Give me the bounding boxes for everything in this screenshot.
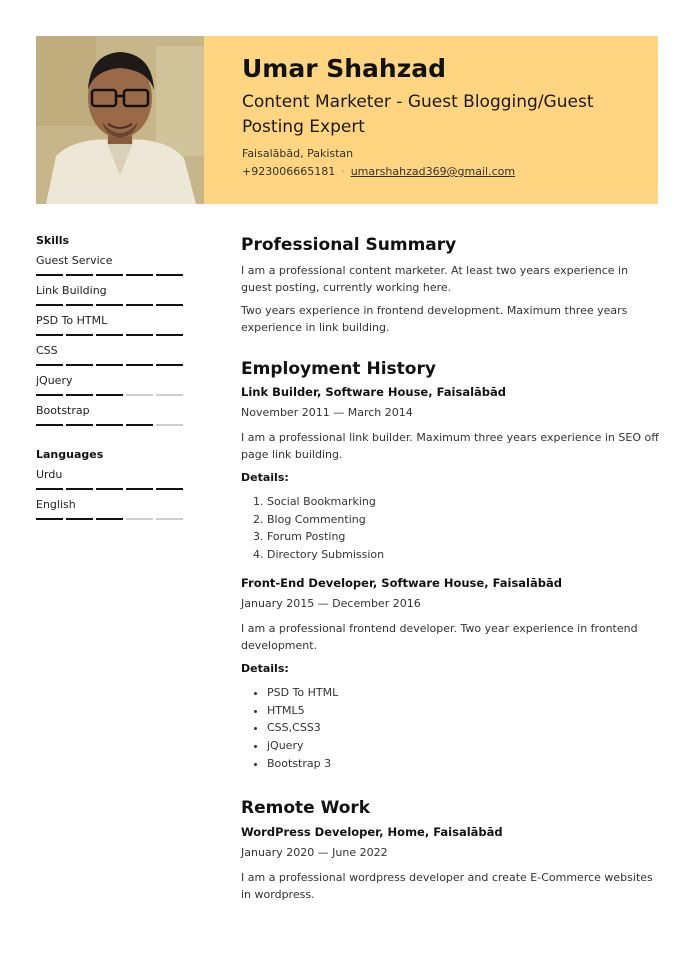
level-segment (156, 518, 183, 520)
details-label: Details: (241, 471, 289, 484)
list-item: • PSD To HTML (267, 684, 661, 702)
language-level-bar (36, 518, 186, 520)
level-segment (156, 304, 183, 306)
skill-level-bar (36, 304, 186, 306)
list-item: 1. Social Bookmarking (267, 493, 661, 511)
list-item: • HTML5 (267, 702, 661, 720)
list-item: 3. Forum Posting (267, 528, 661, 546)
profile-photo (36, 36, 204, 204)
list-item: • CSS,CSS3 (267, 719, 661, 737)
level-segment (66, 518, 93, 520)
job-dates: January 2015 — December 2016 (241, 596, 421, 610)
skill-label: Bootstrap (36, 404, 90, 417)
profile-photo-image (36, 36, 204, 204)
summary-title: Professional Summary (241, 235, 457, 255)
level-segment (96, 334, 123, 336)
language-level-bar (36, 488, 186, 490)
level-segment (156, 364, 183, 366)
level-segment (66, 424, 93, 426)
job-entry (241, 384, 661, 564)
resume-header (36, 36, 658, 204)
details-list (241, 684, 661, 773)
skill-label: PSD To HTML (36, 314, 108, 327)
skills-list (36, 254, 186, 426)
level-segment (156, 394, 183, 396)
job-title: Link Builder, Software House, Faisalābād (241, 385, 507, 399)
level-segment (96, 274, 123, 276)
level-segment (126, 518, 153, 520)
level-segment (66, 304, 93, 306)
skill-label: Guest Service (36, 254, 113, 267)
details-label: Details: (241, 661, 289, 675)
details-list (241, 493, 661, 564)
employment-title: Employment History (241, 359, 436, 379)
job-description: I am a professional frontend developer. Two year experience in frontend development. (241, 621, 638, 652)
skills-title: Skills (36, 234, 70, 247)
level-segment (156, 274, 183, 276)
level-segment (66, 394, 93, 396)
skill-label: jQuery (36, 374, 73, 387)
list-item: • Bootstrap 3 (267, 755, 661, 773)
level-segment (66, 364, 93, 366)
skill-label: CSS (36, 344, 58, 357)
level-segment (36, 488, 63, 490)
job-description: I am a professional wordpress developer and create E-Commerce websites in wordpress. (241, 871, 653, 902)
level-segment (126, 394, 153, 396)
level-segment (126, 364, 153, 366)
candidate-location: Faisalābād, Pakistan (242, 147, 354, 160)
languages-list (36, 468, 186, 520)
job-title: WordPress Developer, Home, Faisalābād (241, 825, 503, 840)
level-segment (96, 304, 123, 306)
level-segment (36, 394, 63, 396)
job-dates: November 2011 — March 2014 (241, 406, 413, 419)
job-dates: January 2020 — June 2022 (241, 846, 388, 860)
phone-number[interactable]: +923006665181 (242, 165, 336, 178)
candidate-name: Umar Shahzad (242, 54, 447, 83)
level-segment (96, 518, 123, 520)
list-item: 2. Blog Commenting (267, 511, 661, 529)
level-segment (66, 274, 93, 276)
skill-label: Link Building (36, 284, 107, 297)
level-segment (36, 334, 63, 336)
level-segment (36, 274, 63, 276)
level-segment (126, 424, 153, 426)
sidebar (36, 234, 186, 528)
skill-level-bar (36, 394, 186, 396)
level-segment (126, 274, 153, 276)
skill-level-bar (36, 274, 186, 276)
job-entry (241, 824, 661, 903)
job-entry (241, 575, 661, 773)
level-segment (156, 424, 183, 426)
language-label: English (36, 498, 76, 511)
level-segment (96, 424, 123, 426)
level-segment (156, 334, 183, 336)
level-segment (126, 334, 153, 336)
main-content (241, 234, 661, 903)
level-segment (126, 304, 153, 306)
level-segment (36, 518, 63, 520)
skill-level-bar (36, 364, 186, 366)
skill-level-bar (36, 424, 186, 426)
skill-level-bar (36, 334, 186, 336)
level-segment (126, 488, 153, 490)
level-segment (36, 424, 63, 426)
email-link[interactable]: umarshahzad369@gmail.com (350, 165, 516, 178)
level-segment (36, 364, 63, 366)
languages-title: Languages (36, 448, 104, 461)
list-item: 4. Directory Submission (267, 546, 661, 564)
contact-line (242, 164, 642, 180)
level-segment (66, 488, 93, 490)
level-segment (156, 488, 183, 490)
remote-work-title: Remote Work (241, 798, 371, 819)
candidate-job-title: Content Marketer - Guest Blogging/Guest Posting Expert (242, 92, 594, 137)
level-segment (96, 394, 123, 396)
job-description: I am a professional link builder. Maximum three years experience in SEO off page link building. (241, 431, 659, 461)
level-segment (96, 488, 123, 490)
level-segment (36, 304, 63, 306)
list-item: • jQuery (267, 737, 661, 755)
level-segment (96, 364, 123, 366)
summary-paragraph-1: I am a professional content marketer. At least two years experience in guest posting, currently working here. (241, 264, 629, 294)
job-title: Front-End Developer, Software House, Faisalābād (241, 575, 562, 590)
contact-separator: · (341, 165, 345, 178)
summary-paragraph-2: Two years experience in frontend development. Maximum three years experience in link building. (241, 304, 628, 334)
level-segment (66, 334, 93, 336)
language-label: Urdu (36, 468, 63, 481)
